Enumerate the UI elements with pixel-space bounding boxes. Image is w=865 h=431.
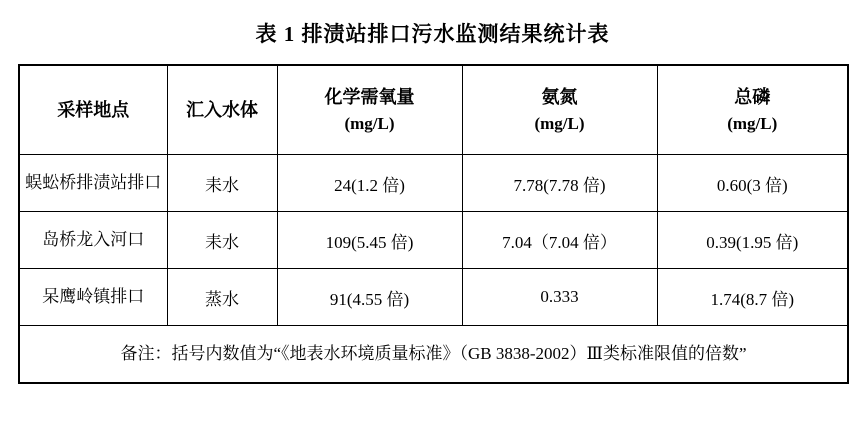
column-header-ammonia-unit: (mg/L) xyxy=(534,113,585,133)
column-header-site-label: 采样地点 xyxy=(57,99,130,120)
column-header-water-body-label: 汇入水体 xyxy=(186,99,258,120)
cell-ammonia: 0.333 xyxy=(462,269,657,326)
document-page xyxy=(0,18,865,431)
column-header-cod-label: 化学需氧量 xyxy=(324,86,415,107)
cell-water-body: 蒸水 xyxy=(167,269,277,326)
cell-ammonia: 7.78(7.78 倍) xyxy=(462,155,657,212)
cell-water-body: 耒水 xyxy=(167,212,277,269)
column-header-cod xyxy=(277,65,462,155)
table-container xyxy=(18,64,847,384)
column-header-water-body xyxy=(167,65,277,155)
column-header-ammonia-label: 氨氮 xyxy=(541,86,578,107)
table-row xyxy=(19,269,848,326)
column-header-phosphorus xyxy=(657,65,848,155)
cell-water-body: 耒水 xyxy=(167,155,277,212)
table-row xyxy=(19,155,848,212)
table-note: 备注：括号内数值为“《地表水环境质量标准》（GB 3838-2002）Ⅲ类标准限值的倍数” xyxy=(19,326,848,384)
cell-cod: 91(4.55 倍) xyxy=(277,269,462,326)
cell-site: 呆鹰岭镇排口 xyxy=(19,269,167,326)
column-header-cod-unit: (mg/L) xyxy=(344,113,395,133)
table-note-row xyxy=(19,326,848,384)
column-header-ammonia xyxy=(462,65,657,155)
cell-cod: 109(5.45 倍) xyxy=(277,212,462,269)
cell-ammonia: 7.04（7.04 倍） xyxy=(462,212,657,269)
table-row xyxy=(19,212,848,269)
column-header-phosphorus-label: 总磷 xyxy=(734,86,771,107)
table-body xyxy=(19,155,848,384)
cell-site: 岛桥龙入河口 xyxy=(19,212,167,269)
monitoring-results-table xyxy=(18,64,849,384)
column-header-phosphorus-unit: (mg/L) xyxy=(727,113,778,133)
cell-phosphorus: 0.39(1.95 倍) xyxy=(657,212,848,269)
page-title: 表 1 排渍站排口污水监测结果统计表 xyxy=(255,22,610,46)
header-row xyxy=(19,65,848,155)
column-header-site xyxy=(19,65,167,155)
cell-site: 蜈蚣桥排渍站排口 xyxy=(19,155,167,212)
table-header xyxy=(19,65,848,155)
cell-cod: 24(1.2 倍) xyxy=(277,155,462,212)
cell-phosphorus: 1.74(8.7 倍) xyxy=(657,269,848,326)
cell-phosphorus: 0.60(3 倍) xyxy=(657,155,848,212)
